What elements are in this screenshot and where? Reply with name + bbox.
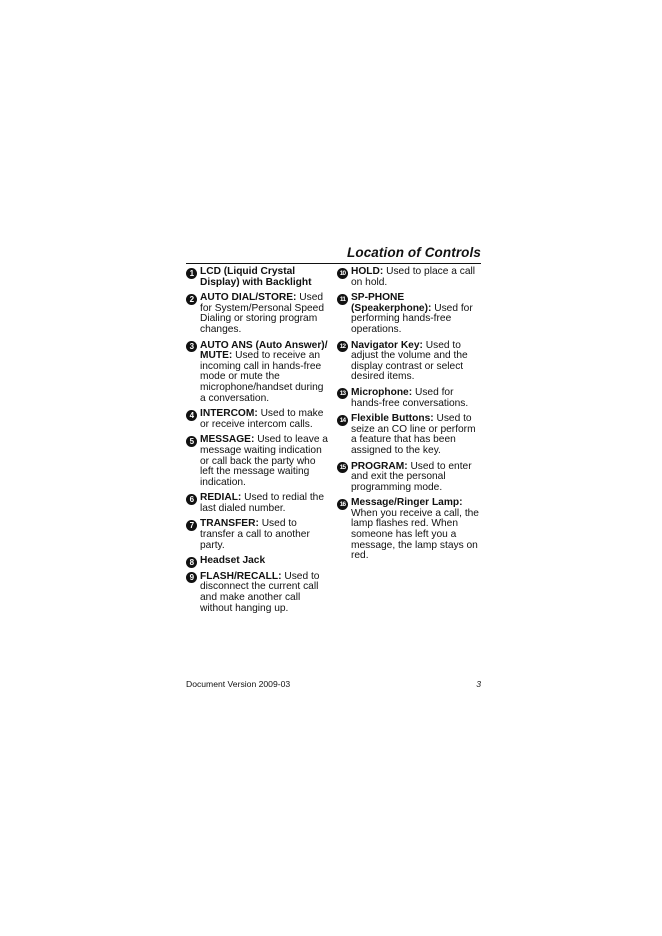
page-number: 3 <box>476 679 481 689</box>
callout-number-icon: 14 <box>337 415 348 426</box>
control-term: LCD (Liquid Crystal Display) with Backlight <box>200 266 312 288</box>
control-term: Headset Jack <box>200 555 266 567</box>
control-item <box>337 462 481 494</box>
control-item <box>186 572 328 614</box>
callout-number-icon: 1 <box>186 268 197 279</box>
callout-number-icon: 10 <box>337 268 348 279</box>
control-description: When you receive a call, the lamp flashes red. When someone has left you a message, the lamp stays on red. <box>351 507 479 562</box>
control-item <box>337 388 481 409</box>
callout-number-icon: 8 <box>186 557 197 568</box>
control-description: Used to seize an CO line or perform a feature that has been assigned to the key. <box>351 413 476 456</box>
control-term: Microphone: <box>351 386 413 398</box>
control-item <box>186 435 328 488</box>
control-term: Navigator Key: <box>351 339 423 351</box>
callout-number-icon: 6 <box>186 494 197 505</box>
control-item <box>337 341 481 383</box>
control-description: Used to leave a message waiting indication or call back the party who left the message waiting indication. <box>200 434 328 488</box>
control-description: Used to disconnect the current call and make another call without hanging up. <box>200 570 320 614</box>
callout-number-icon: 3 <box>186 341 197 352</box>
control-description: Used for System/Personal Speed Dialing or storing program changes. <box>200 292 325 335</box>
control-description: Used for hands-free conversations. <box>351 386 469 409</box>
callout-number-icon: 16 <box>337 499 348 510</box>
control-item <box>337 267 481 288</box>
control-item <box>186 341 328 405</box>
callout-number-icon: 9 <box>186 572 197 583</box>
callout-number-icon: 4 <box>186 410 197 421</box>
control-description: Used to transfer a call to another party. <box>200 518 310 551</box>
control-term: AUTO DIAL/STORE: <box>200 292 297 304</box>
control-item <box>337 414 481 456</box>
control-item <box>337 293 481 335</box>
control-item <box>337 498 481 562</box>
control-term: PROGRAM: <box>351 460 408 472</box>
document-version: Document Version 2009-03 <box>186 679 291 689</box>
control-item <box>186 519 328 551</box>
control-description: Used to receive an incoming call in hands-free mode or mute the microphone/handset during a conversation. <box>200 350 324 404</box>
control-item <box>186 409 328 430</box>
callout-number-icon: 15 <box>337 462 348 473</box>
control-description: Used for performing hands-free operations. <box>351 302 473 335</box>
control-term: FLASH/RECALL: <box>200 570 282 582</box>
control-term: AUTO ANS (Auto Answer)/ MUTE: <box>200 339 328 362</box>
control-term: REDIAL: <box>200 492 242 504</box>
callout-number-icon: 12 <box>337 341 348 352</box>
control-description: Used to make or receive intercom calls. <box>200 408 324 430</box>
control-term: HOLD: <box>351 266 384 277</box>
callout-number-icon: 13 <box>337 388 348 399</box>
control-term: MESSAGE: <box>200 434 255 446</box>
callout-number-icon: 7 <box>186 520 197 531</box>
control-item <box>186 267 328 288</box>
callout-number-icon: 5 <box>186 436 197 447</box>
control-term: TRANSFER: <box>200 518 259 530</box>
control-term: Message/Ringer Lamp: <box>351 497 463 509</box>
control-description: Used to place a call on hold. <box>351 266 476 288</box>
control-description: Used to redial the last dialed number. <box>200 492 325 514</box>
control-item <box>186 293 328 335</box>
section-title: Location of Controls <box>347 245 481 260</box>
controls-list-right <box>337 267 481 567</box>
title-rule <box>186 263 481 264</box>
control-description: Used to enter and exit the personal programming mode. <box>351 460 472 493</box>
control-term: Flexible Buttons: <box>351 413 434 425</box>
control-item <box>186 493 328 514</box>
controls-list-left <box>186 267 328 619</box>
control-description: Used to adjust the volume and the display contrast or select desired items. <box>351 339 468 383</box>
callout-number-icon: 11 <box>337 294 348 305</box>
control-term: INTERCOM: <box>200 408 258 420</box>
callout-number-icon: 2 <box>186 294 197 305</box>
control-item <box>186 556 328 567</box>
control-term: SP-PHONE (Speakerphone): <box>351 292 432 314</box>
